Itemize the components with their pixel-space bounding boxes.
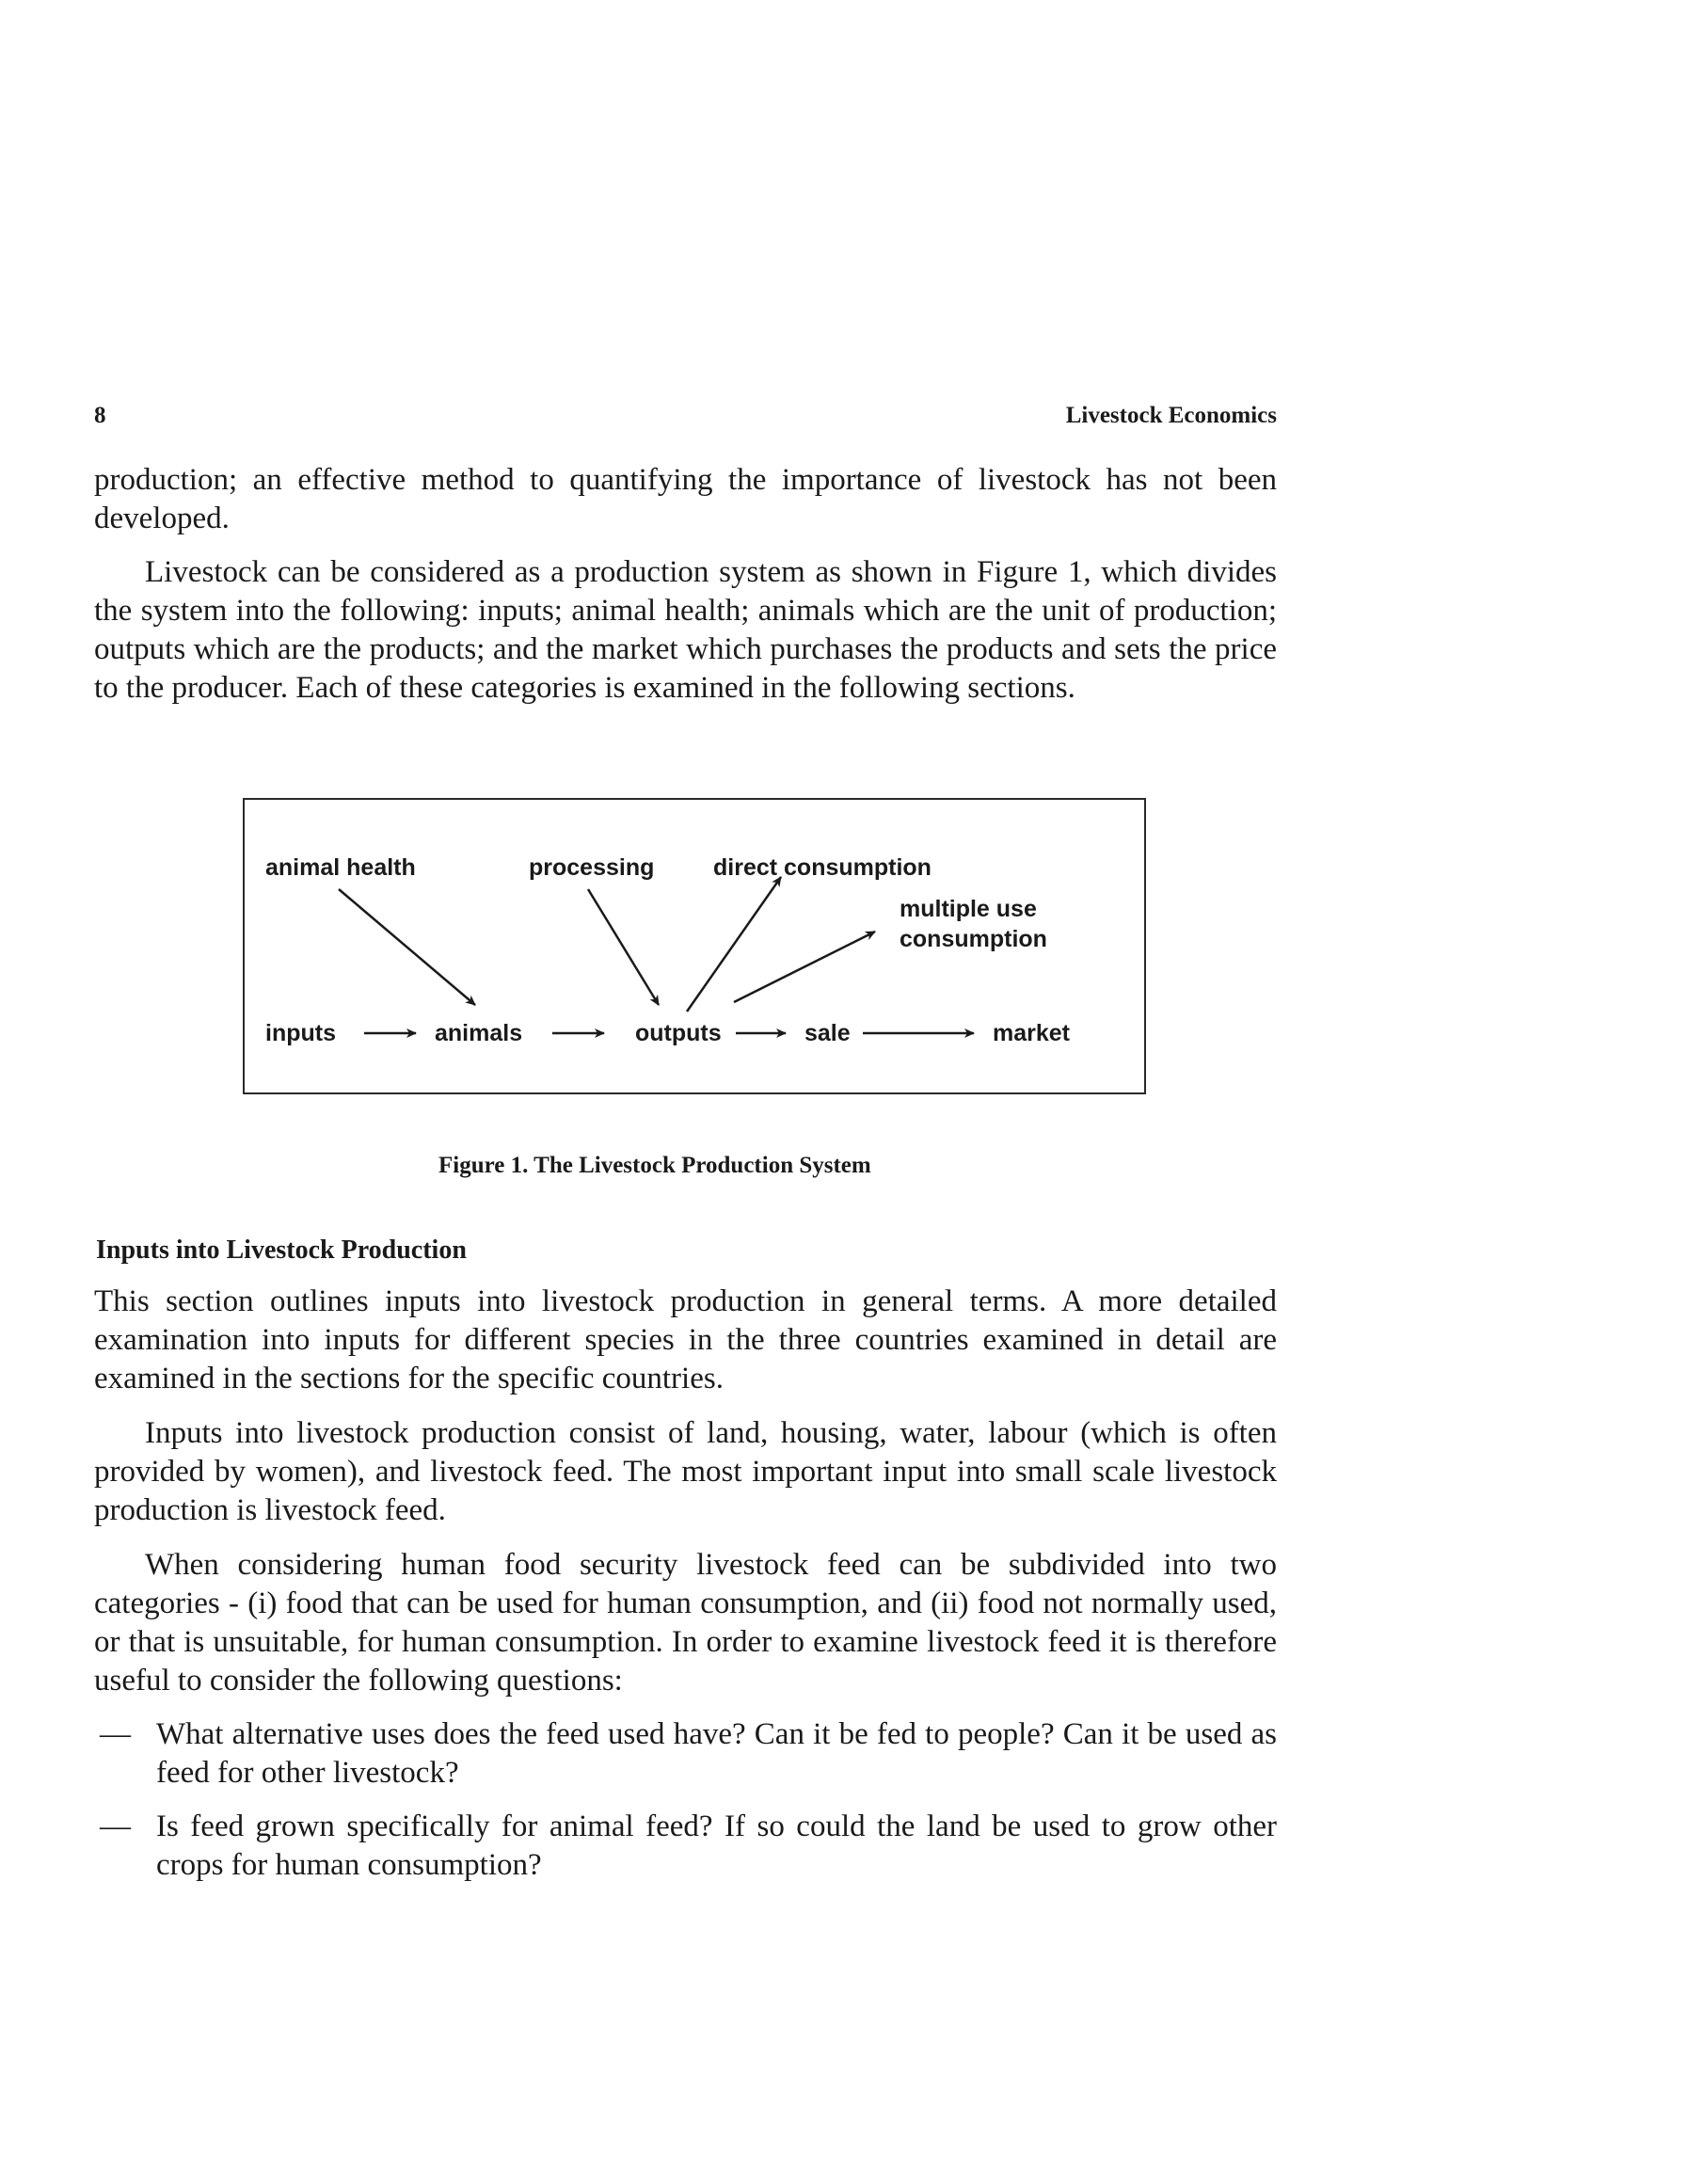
section-heading: Inputs into Livestock Production <box>96 1235 467 1265</box>
label-market: market <box>993 1020 1070 1046</box>
body-paragraph-1: production; an effective method to quantifying the importance of livestock has not been developed. <box>94 463 1277 535</box>
arrow-outputs-to-direct-consumption <box>687 877 781 1012</box>
section-paragraph-1: This section outlines inputs into livestock production in general terms. A more detailed examination into inputs for different species in the three countries examined in detail are examined in the sections for the specific countries. <box>94 1284 1277 1395</box>
production-system-diagram <box>243 798 1146 1094</box>
label-inputs: inputs <box>265 1020 336 1046</box>
section-paragraph-3: When considering human food security livestock feed can be subdivided into two categories - (i) food that can be used for human consumption, and (ii) food not normally used, or that is unsuitable, for human consumption. In order to examine livestock feed it is therefore useful to consider the following questions: <box>94 1548 1277 1698</box>
label-multiple-use-consumption: consumption <box>900 926 1047 952</box>
running-title: Livestock Economics <box>1065 403 1277 428</box>
section-paragraph-2: Inputs into livestock production consist of land, housing, water, labour (which is often provided by women), and livestock feed. The most important input into small scale livestock production is livestock feed. <box>94 1416 1277 1527</box>
body-paragraph-2: Livestock can be considered as a production system as shown in Figure 1, which divides the system into the following: inputs; animal health; animals which are the unit of production; outputs which are the products; and the market which purchases the products and sets the price to the producer. Each of these categories is examined in the following sections. <box>94 555 1277 705</box>
bullet-dash: — <box>100 1717 131 1751</box>
page-number: 8 <box>94 403 106 428</box>
bullet-text: Is feed grown specifically for animal feed? If so could the land be used to grow other crops for human consumption? <box>156 1809 1277 1882</box>
bullet-dash: — <box>100 1809 131 1843</box>
label-animals: animals <box>435 1020 523 1046</box>
label-outputs: outputs <box>635 1020 722 1046</box>
bullet-item <box>94 1808 1277 1885</box>
arrow-animal-health-to-animals <box>339 889 475 1005</box>
bullet-text: What alternative uses does the feed used have? Can it be fed to people? Can it be used as feed for other livestock? <box>156 1717 1277 1790</box>
arrow-outputs-to-multiple-use <box>734 932 875 1002</box>
label-direct-consumption: direct consumption <box>713 854 932 881</box>
bullet-item <box>94 1715 1277 1793</box>
label-sale: sale <box>804 1020 851 1046</box>
arrow-processing-to-outputs <box>588 889 659 1005</box>
label-processing: processing <box>529 854 655 881</box>
figure-caption: Figure 1. The Livestock Production System <box>438 1153 871 1178</box>
label-multiple-use: multiple use <box>900 896 1037 922</box>
label-animal-health: animal health <box>265 854 416 881</box>
